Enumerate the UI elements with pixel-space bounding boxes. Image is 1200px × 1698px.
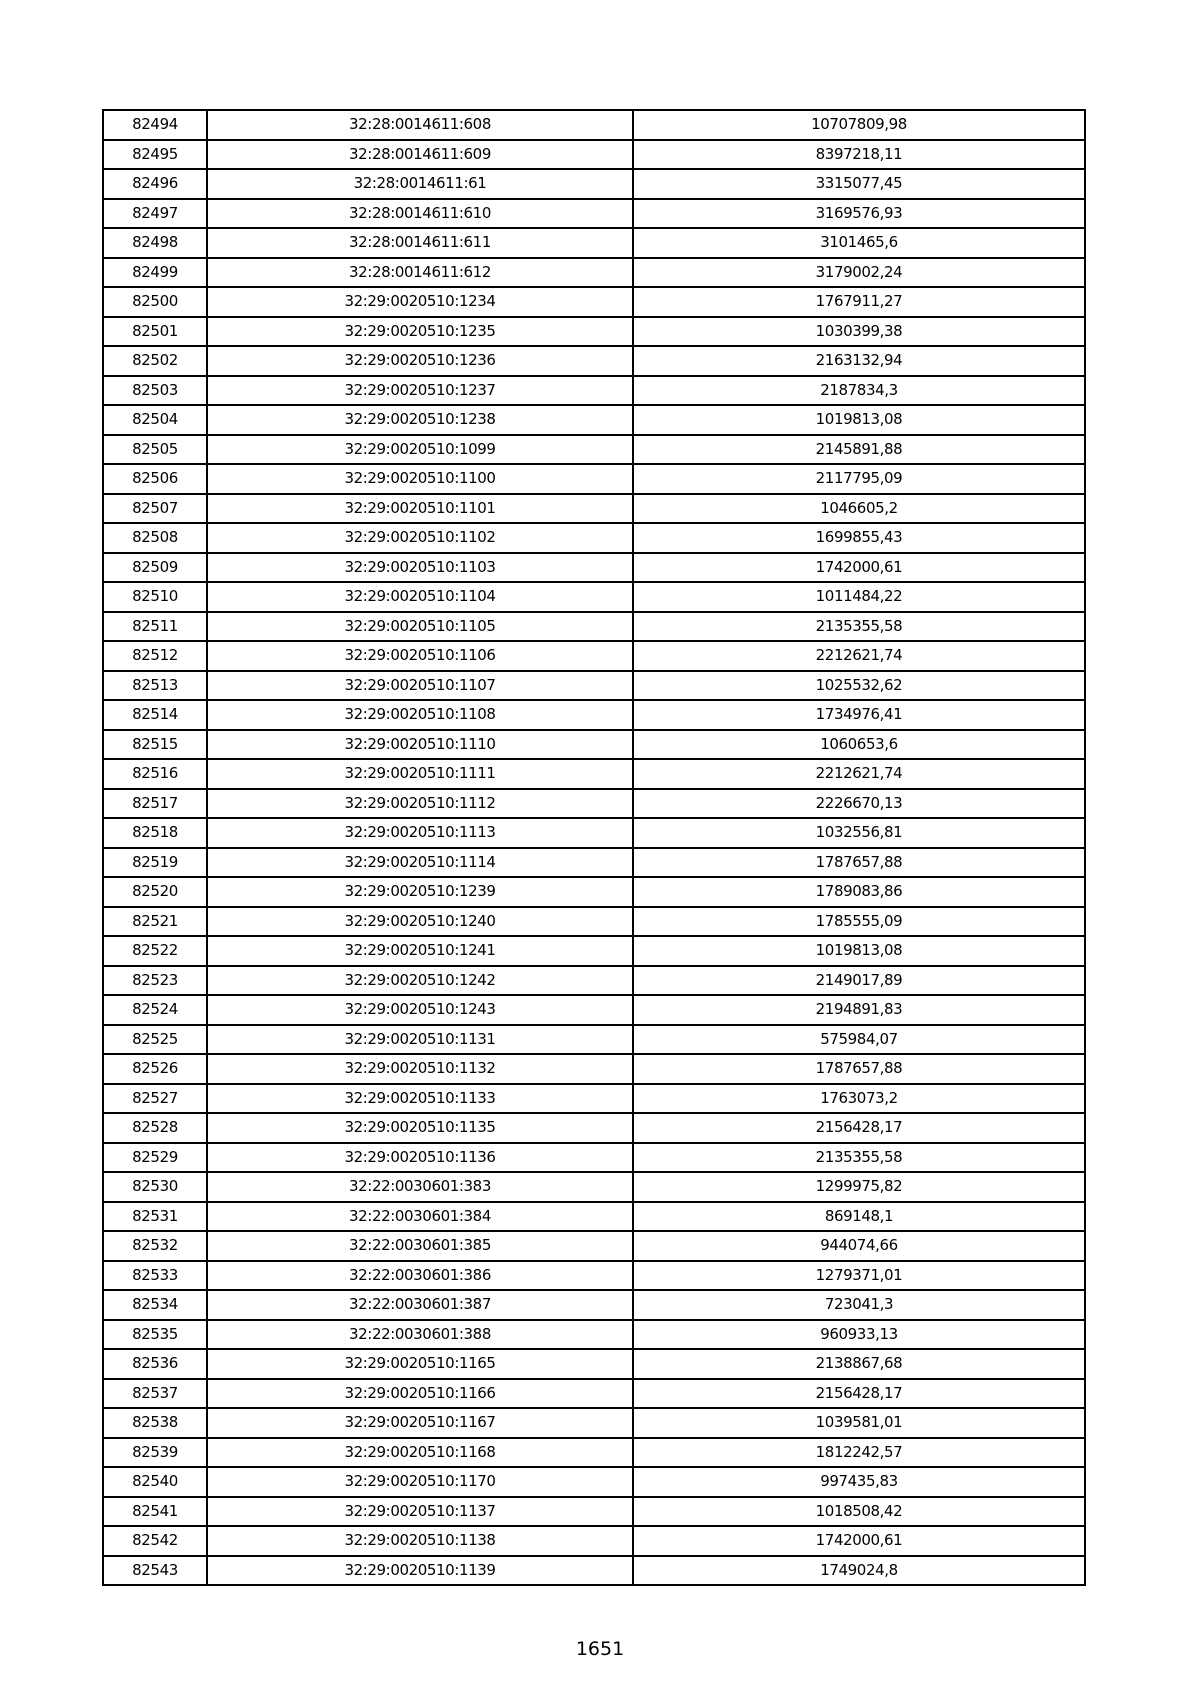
cadastral-value-cell: 2194891,83 — [633, 995, 1085, 1025]
row-number-cell: 82503 — [103, 376, 207, 406]
row-number-cell: 82531 — [103, 1202, 207, 1232]
table-row — [103, 1379, 1085, 1409]
row-number-cell: 82539 — [103, 1438, 207, 1468]
cadastral-value-cell: 1011484,22 — [633, 582, 1085, 612]
cadastral-number-cell: 32:22:0030601:386 — [207, 1261, 633, 1291]
cadastral-value-cell: 2156428,17 — [633, 1379, 1085, 1409]
cadastral-value-cell: 2138867,68 — [633, 1349, 1085, 1379]
table-row — [103, 169, 1085, 199]
table-row — [103, 199, 1085, 229]
row-number-cell: 82500 — [103, 287, 207, 317]
row-number-cell: 82527 — [103, 1084, 207, 1114]
cadastral-value-cell: 1699855,43 — [633, 523, 1085, 553]
cadastral-value-cell: 1060653,6 — [633, 730, 1085, 760]
row-number-cell: 82515 — [103, 730, 207, 760]
row-number-cell: 82521 — [103, 907, 207, 937]
cadastral-value-cell: 997435,83 — [633, 1467, 1085, 1497]
table-row — [103, 1408, 1085, 1438]
row-number-cell: 82538 — [103, 1408, 207, 1438]
table-row — [103, 700, 1085, 730]
cadastral-value-cell: 1025532,62 — [633, 671, 1085, 701]
row-number-cell: 82495 — [103, 140, 207, 170]
cadastral-value-cell: 3315077,45 — [633, 169, 1085, 199]
cadastral-value-cell: 2156428,17 — [633, 1113, 1085, 1143]
cadastral-value-cell: 2145891,88 — [633, 435, 1085, 465]
row-number-cell: 82540 — [103, 1467, 207, 1497]
cadastral-value-cell: 2212621,74 — [633, 759, 1085, 789]
row-number-cell: 82506 — [103, 464, 207, 494]
table-row — [103, 818, 1085, 848]
cadastral-value-cell: 1046605,2 — [633, 494, 1085, 524]
table-row — [103, 317, 1085, 347]
table-row — [103, 789, 1085, 819]
table-row — [103, 612, 1085, 642]
cadastral-number-cell: 32:22:0030601:388 — [207, 1320, 633, 1350]
cadastral-number-cell: 32:28:0014611:612 — [207, 258, 633, 288]
table-row — [103, 907, 1085, 937]
cadastral-number-cell: 32:29:0020510:1137 — [207, 1497, 633, 1527]
cadastral-number-cell: 32:29:0020510:1113 — [207, 818, 633, 848]
row-number-cell: 82514 — [103, 700, 207, 730]
row-number-cell: 82528 — [103, 1113, 207, 1143]
row-number-cell: 82497 — [103, 199, 207, 229]
cadastral-number-cell: 32:29:0020510:1132 — [207, 1054, 633, 1084]
cadastral-number-cell: 32:29:0020510:1241 — [207, 936, 633, 966]
row-number-cell: 82529 — [103, 1143, 207, 1173]
cadastral-value-cell: 2187834,3 — [633, 376, 1085, 406]
row-number-cell: 82517 — [103, 789, 207, 819]
row-number-cell: 82516 — [103, 759, 207, 789]
cadastral-number-cell: 32:29:0020510:1131 — [207, 1025, 633, 1055]
cadastral-number-cell: 32:29:0020510:1167 — [207, 1408, 633, 1438]
cadastral-number-cell: 32:29:0020510:1135 — [207, 1113, 633, 1143]
cadastral-number-cell: 32:22:0030601:385 — [207, 1231, 633, 1261]
table-row — [103, 1290, 1085, 1320]
table-row — [103, 1231, 1085, 1261]
row-number-cell: 82496 — [103, 169, 207, 199]
cadastral-number-cell: 32:28:0014611:611 — [207, 228, 633, 258]
cadastral-value-cell: 3179002,24 — [633, 258, 1085, 288]
cadastral-number-cell: 32:28:0014611:61 — [207, 169, 633, 199]
table-row — [103, 1526, 1085, 1556]
cadastral-number-cell: 32:29:0020510:1103 — [207, 553, 633, 583]
table-body — [103, 110, 1085, 1585]
cadastral-value-cell: 944074,66 — [633, 1231, 1085, 1261]
cadastral-number-cell: 32:22:0030601:384 — [207, 1202, 633, 1232]
table-row — [103, 110, 1085, 140]
row-number-cell: 82526 — [103, 1054, 207, 1084]
cadastral-number-cell: 32:22:0030601:387 — [207, 1290, 633, 1320]
cadastral-number-cell: 32:28:0014611:609 — [207, 140, 633, 170]
table-row — [103, 140, 1085, 170]
cadastral-number-cell: 32:29:0020510:1114 — [207, 848, 633, 878]
row-number-cell: 82504 — [103, 405, 207, 435]
cadastral-value-cell: 1030399,38 — [633, 317, 1085, 347]
cadastral-value-cell: 1019813,08 — [633, 936, 1085, 966]
row-number-cell: 82535 — [103, 1320, 207, 1350]
cadastral-value-cell: 1787657,88 — [633, 1054, 1085, 1084]
cadastral-number-cell: 32:29:0020510:1139 — [207, 1556, 633, 1586]
cadastral-value-cell: 1785555,09 — [633, 907, 1085, 937]
row-number-cell: 82536 — [103, 1349, 207, 1379]
row-number-cell: 82507 — [103, 494, 207, 524]
table-row — [103, 848, 1085, 878]
cadastral-number-cell: 32:29:0020510:1104 — [207, 582, 633, 612]
row-number-cell: 82541 — [103, 1497, 207, 1527]
cadastral-number-cell: 32:29:0020510:1136 — [207, 1143, 633, 1173]
row-number-cell: 82532 — [103, 1231, 207, 1261]
cadastral-value-cell: 1787657,88 — [633, 848, 1085, 878]
table-row — [103, 877, 1085, 907]
cadastral-value-cell: 575984,07 — [633, 1025, 1085, 1055]
cadastral-value-cell: 1019813,08 — [633, 405, 1085, 435]
cadastral-value-cell: 1812242,57 — [633, 1438, 1085, 1468]
cadastral-value-cell: 2149017,89 — [633, 966, 1085, 996]
cadastral-value-cell: 869148,1 — [633, 1202, 1085, 1232]
cadastral-value-cell: 1742000,61 — [633, 553, 1085, 583]
cadastral-number-cell: 32:29:0020510:1133 — [207, 1084, 633, 1114]
table-row — [103, 1320, 1085, 1350]
cadastral-number-cell: 32:22:0030601:383 — [207, 1172, 633, 1202]
row-number-cell: 82510 — [103, 582, 207, 612]
cadastral-number-cell: 32:29:0020510:1239 — [207, 877, 633, 907]
row-number-cell: 82534 — [103, 1290, 207, 1320]
row-number-cell: 82512 — [103, 641, 207, 671]
cadastral-number-cell: 32:29:0020510:1166 — [207, 1379, 633, 1409]
cadastral-number-cell: 32:29:0020510:1237 — [207, 376, 633, 406]
cadastral-value-cell: 2135355,58 — [633, 1143, 1085, 1173]
row-number-cell: 82530 — [103, 1172, 207, 1202]
table-row — [103, 582, 1085, 612]
row-number-cell: 82537 — [103, 1379, 207, 1409]
table-row — [103, 553, 1085, 583]
cadastral-number-cell: 32:29:0020510:1107 — [207, 671, 633, 701]
table-row — [103, 1143, 1085, 1173]
cadastral-number-cell: 32:29:0020510:1106 — [207, 641, 633, 671]
table-row — [103, 1113, 1085, 1143]
row-number-cell: 82523 — [103, 966, 207, 996]
cadastral-number-cell: 32:29:0020510:1112 — [207, 789, 633, 819]
table-row — [103, 287, 1085, 317]
row-number-cell: 82494 — [103, 110, 207, 140]
page-number: 1651 — [575, 1638, 625, 1660]
row-number-cell: 82533 — [103, 1261, 207, 1291]
cadastral-number-cell: 32:29:0020510:1101 — [207, 494, 633, 524]
cadastral-value-cell: 1039581,01 — [633, 1408, 1085, 1438]
table-row — [103, 1467, 1085, 1497]
cadastral-value-cell: 2212621,74 — [633, 641, 1085, 671]
table-row — [103, 435, 1085, 465]
table-row — [103, 995, 1085, 1025]
table-row — [103, 258, 1085, 288]
table-row — [103, 1497, 1085, 1527]
table-row — [103, 376, 1085, 406]
cadastral-value-cell: 10707809,98 — [633, 110, 1085, 140]
table-row — [103, 405, 1085, 435]
cadastral-number-cell: 32:29:0020510:1099 — [207, 435, 633, 465]
cadastral-value-cell: 723041,3 — [633, 1290, 1085, 1320]
cadastral-number-cell: 32:29:0020510:1138 — [207, 1526, 633, 1556]
table-row — [103, 1261, 1085, 1291]
row-number-cell: 82501 — [103, 317, 207, 347]
cadastral-number-cell: 32:29:0020510:1235 — [207, 317, 633, 347]
row-number-cell: 82543 — [103, 1556, 207, 1586]
cadastral-value-table — [102, 109, 1086, 1586]
cadastral-value-cell: 1742000,61 — [633, 1526, 1085, 1556]
table-row — [103, 1054, 1085, 1084]
cadastral-number-cell: 32:29:0020510:1240 — [207, 907, 633, 937]
row-number-cell: 82505 — [103, 435, 207, 465]
cadastral-number-cell: 32:29:0020510:1168 — [207, 1438, 633, 1468]
cadastral-number-cell: 32:29:0020510:1111 — [207, 759, 633, 789]
row-number-cell: 82525 — [103, 1025, 207, 1055]
cadastral-value-cell: 2117795,09 — [633, 464, 1085, 494]
table-row — [103, 1438, 1085, 1468]
cadastral-value-cell: 1767911,27 — [633, 287, 1085, 317]
table-row — [103, 464, 1085, 494]
row-number-cell: 82519 — [103, 848, 207, 878]
cadastral-value-cell: 1279371,01 — [633, 1261, 1085, 1291]
cadastral-value-cell: 1032556,81 — [633, 818, 1085, 848]
cadastral-number-cell: 32:29:0020510:1236 — [207, 346, 633, 376]
table-row — [103, 759, 1085, 789]
table-row — [103, 671, 1085, 701]
table-row — [103, 936, 1085, 966]
cadastral-value-cell: 1749024,8 — [633, 1556, 1085, 1586]
cadastral-number-cell: 32:29:0020510:1243 — [207, 995, 633, 1025]
table-row — [103, 1084, 1085, 1114]
cadastral-value-cell: 3169576,93 — [633, 199, 1085, 229]
cadastral-value-cell: 1299975,82 — [633, 1172, 1085, 1202]
table-row — [103, 730, 1085, 760]
cadastral-number-cell: 32:29:0020510:1105 — [207, 612, 633, 642]
table-row — [103, 1202, 1085, 1232]
table-row — [103, 1556, 1085, 1586]
cadastral-number-cell: 32:29:0020510:1165 — [207, 1349, 633, 1379]
table-row — [103, 523, 1085, 553]
row-number-cell: 82524 — [103, 995, 207, 1025]
row-number-cell: 82513 — [103, 671, 207, 701]
table-row — [103, 1025, 1085, 1055]
cadastral-value-cell: 1763073,2 — [633, 1084, 1085, 1114]
cadastral-number-cell: 32:28:0014611:610 — [207, 199, 633, 229]
cadastral-value-cell: 2135355,58 — [633, 612, 1085, 642]
table-row — [103, 641, 1085, 671]
cadastral-number-cell: 32:28:0014611:608 — [207, 110, 633, 140]
row-number-cell: 82502 — [103, 346, 207, 376]
cadastral-value-cell: 2226670,13 — [633, 789, 1085, 819]
row-number-cell: 82498 — [103, 228, 207, 258]
row-number-cell: 82518 — [103, 818, 207, 848]
cadastral-value-cell: 1018508,42 — [633, 1497, 1085, 1527]
cadastral-number-cell: 32:29:0020510:1234 — [207, 287, 633, 317]
row-number-cell: 82499 — [103, 258, 207, 288]
row-number-cell: 82511 — [103, 612, 207, 642]
cadastral-value-cell: 2163132,94 — [633, 346, 1085, 376]
table-row — [103, 346, 1085, 376]
table-row — [103, 966, 1085, 996]
table-row — [103, 1349, 1085, 1379]
table-row — [103, 494, 1085, 524]
cadastral-number-cell: 32:29:0020510:1170 — [207, 1467, 633, 1497]
cadastral-value-cell: 1789083,86 — [633, 877, 1085, 907]
row-number-cell: 82508 — [103, 523, 207, 553]
cadastral-number-cell: 32:29:0020510:1110 — [207, 730, 633, 760]
cadastral-value-cell: 960933,13 — [633, 1320, 1085, 1350]
table-row — [103, 228, 1085, 258]
cadastral-number-cell: 32:29:0020510:1242 — [207, 966, 633, 996]
row-number-cell: 82509 — [103, 553, 207, 583]
table-row — [103, 1172, 1085, 1202]
cadastral-number-cell: 32:29:0020510:1100 — [207, 464, 633, 494]
cadastral-number-cell: 32:29:0020510:1238 — [207, 405, 633, 435]
row-number-cell: 82522 — [103, 936, 207, 966]
cadastral-number-cell: 32:29:0020510:1108 — [207, 700, 633, 730]
cadastral-value-cell: 8397218,11 — [633, 140, 1085, 170]
row-number-cell: 82520 — [103, 877, 207, 907]
cadastral-value-cell: 1734976,41 — [633, 700, 1085, 730]
cadastral-value-cell: 3101465,6 — [633, 228, 1085, 258]
row-number-cell: 82542 — [103, 1526, 207, 1556]
cadastral-number-cell: 32:29:0020510:1102 — [207, 523, 633, 553]
